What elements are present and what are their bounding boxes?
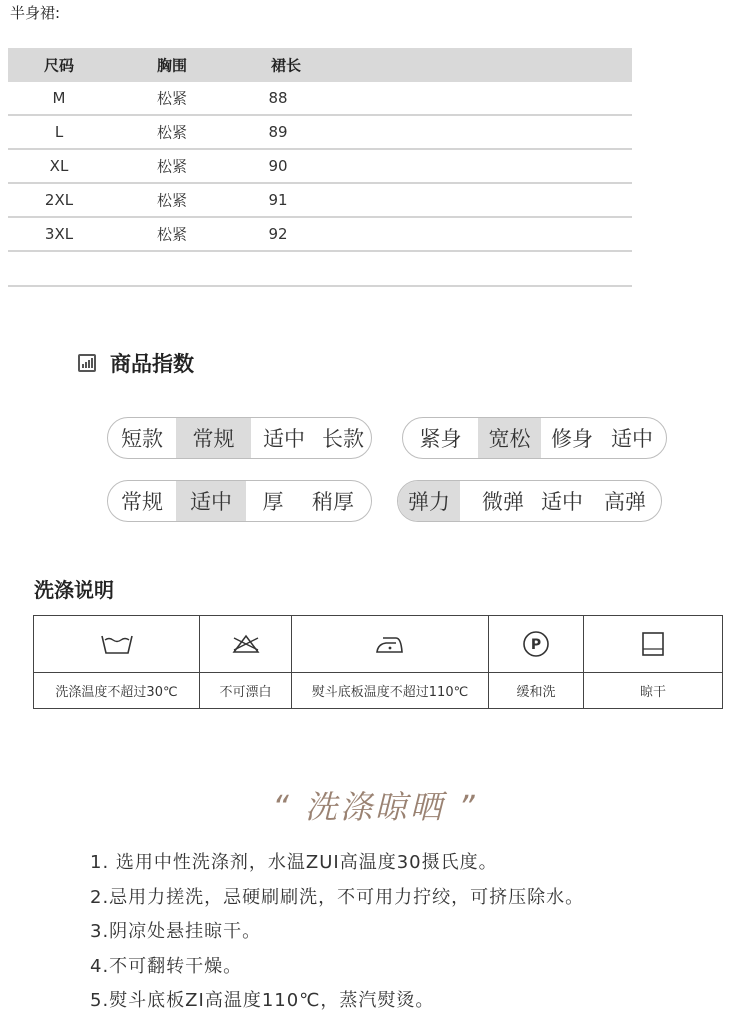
table-row xyxy=(8,184,632,218)
wash-item xyxy=(292,616,489,708)
wash-text: 缓和洗 xyxy=(516,685,556,700)
scale-option: 稍厚 xyxy=(312,490,354,514)
scale-option: 短款 xyxy=(121,427,163,451)
size-table xyxy=(8,48,632,287)
cell-size: 3XL xyxy=(44,225,74,243)
table-row xyxy=(8,82,632,116)
no-bleach-icon xyxy=(230,633,262,655)
cell-bust: 松紧 xyxy=(156,191,188,210)
cell-bust: 松紧 xyxy=(156,123,188,142)
cell-size: M xyxy=(52,89,66,107)
wash-title: 洗涤说明 xyxy=(34,578,114,602)
wash-item xyxy=(584,616,722,708)
cell-bust: 松紧 xyxy=(156,89,188,108)
list-item: 5.熨斗底板ZI高温度110℃，蒸汽熨烫。 xyxy=(90,990,435,1011)
wash-item xyxy=(200,616,292,708)
header-size: 尺码 xyxy=(43,56,75,75)
cell-length: 91 xyxy=(268,191,288,209)
list-item: 4.不可翻转干燥。 xyxy=(90,955,243,977)
size-table-header xyxy=(8,48,632,82)
gentle-dry-clean-icon xyxy=(521,629,551,659)
index-scale-fit xyxy=(402,417,667,459)
wash-text: 不可漂白 xyxy=(219,685,272,700)
cell-length: 88 xyxy=(268,89,288,107)
scale-option: 长款 xyxy=(322,427,364,451)
care-heading: “ 洗涤晾晒 ” xyxy=(272,788,478,826)
table-row xyxy=(8,218,632,252)
product-index-title xyxy=(78,348,194,378)
list-item: 3.阴凉处悬挂晾干。 xyxy=(90,921,262,942)
scale-option-selected: 宽松 xyxy=(478,418,541,458)
cell-size: L xyxy=(54,123,64,141)
wash-text: 熨斗底板温度不超过110℃ xyxy=(311,685,469,700)
table-row-empty xyxy=(8,252,632,287)
scale-option: 常规 xyxy=(121,490,163,514)
scale-option: 高弹 xyxy=(604,490,646,514)
index-scale-length xyxy=(107,417,372,459)
scale-option: 微弹 xyxy=(482,490,524,514)
line-dry-icon xyxy=(640,630,666,658)
table-row xyxy=(8,116,632,150)
scale-option: 厚 xyxy=(262,490,284,514)
scale-option: 适中 xyxy=(541,490,583,514)
care-list xyxy=(90,848,584,1018)
bar-chart-icon xyxy=(78,354,96,372)
scale-option: 修身 xyxy=(551,427,593,451)
cell-size: 2XL xyxy=(44,191,74,209)
header-length: 裙长 xyxy=(270,56,302,75)
cell-bust: 松紧 xyxy=(156,225,188,244)
cell-length: 90 xyxy=(268,157,288,175)
cell-length: 92 xyxy=(268,225,288,243)
scale-option-selected: 适中 xyxy=(176,481,246,521)
cell-length: 89 xyxy=(268,123,288,141)
section-label: 半身裙: xyxy=(10,4,61,22)
wash-text: 洗涤温度不超过30℃ xyxy=(55,685,178,700)
wash-text: 晾干 xyxy=(639,685,666,700)
list-item: 2.忌用力搓洗，忌硬刷刷洗，不可用力拧绞，可挤压除水。 xyxy=(90,886,585,908)
index-scale-elasticity xyxy=(397,480,662,522)
scale-option: 紧身 xyxy=(419,427,462,451)
scale-option: 适中 xyxy=(611,427,653,451)
index-scale-thickness xyxy=(107,480,372,522)
list-item: 1. 选用中性洗涤剂，水温ZUI高温度30摄氏度。 xyxy=(90,852,498,873)
wash-item xyxy=(489,616,584,708)
scale-option-selected: 弹力 xyxy=(398,481,460,521)
scale-option: 适中 xyxy=(263,427,305,451)
svg-text:P: P xyxy=(530,637,542,653)
product-index-label: 商品指数 xyxy=(110,352,194,376)
table-row xyxy=(8,150,632,184)
iron-icon xyxy=(374,633,406,655)
cell-bust: 松紧 xyxy=(156,157,188,176)
scale-option-selected: 常规 xyxy=(176,418,251,458)
header-bust: 胸围 xyxy=(156,56,188,75)
wash-tub-icon xyxy=(100,632,134,656)
cell-size: XL xyxy=(49,157,69,175)
wash-item xyxy=(34,616,200,708)
wash-table xyxy=(33,615,723,709)
